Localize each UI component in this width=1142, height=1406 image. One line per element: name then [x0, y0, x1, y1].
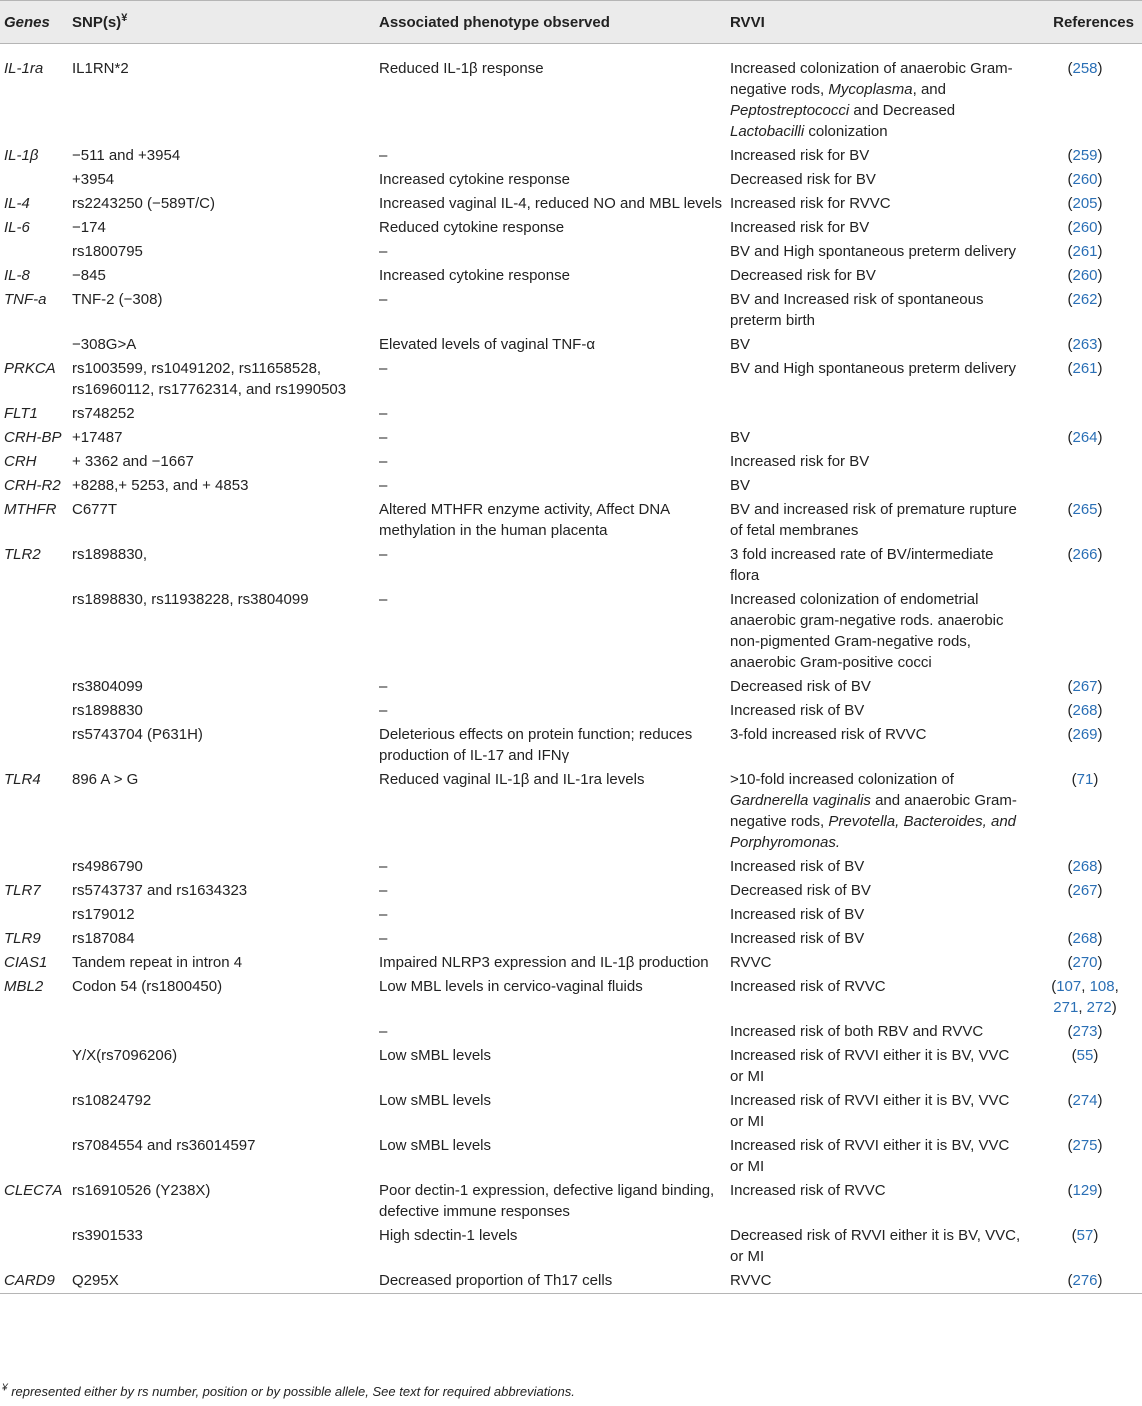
snp-cell: rs1003599, rs10491202, rs11658528, rs16960112, rs17762314, and rs1990503	[72, 360, 347, 398]
gene-cell: CRH-R2	[4, 477, 61, 494]
table-row	[0, 951, 1142, 975]
gene-cell	[0, 1044, 68, 1089]
gene-cell	[0, 1224, 68, 1269]
table-row	[0, 975, 1142, 1020]
table-row	[0, 675, 1142, 699]
rvvi-cell: Increased risk for RVVC	[730, 195, 891, 212]
snp-cell: 896 A > G	[72, 771, 139, 788]
header-snps	[68, 1, 375, 44]
table-row	[0, 498, 1142, 543]
header-snps-label: SNP(s)	[72, 13, 122, 31]
snp-cell: rs1800795	[72, 243, 143, 260]
gene-cell: FLT1	[4, 405, 38, 422]
table-row	[0, 879, 1142, 903]
table-row	[0, 903, 1142, 927]
phenotype-cell: Low MBL levels in cervico-vaginal fluids	[379, 978, 643, 995]
rvvi-cell: Increased risk of BV	[730, 858, 865, 875]
gene-cell: IL-8	[4, 267, 30, 284]
table-row	[0, 1224, 1142, 1269]
reference-link[interactable]: 262	[1072, 291, 1098, 308]
phenotype-cell: –	[379, 930, 388, 947]
reference-link[interactable]: 261	[1072, 360, 1098, 377]
rvvi-cell: BV	[730, 336, 751, 353]
references-cell: (273)	[1067, 1023, 1103, 1040]
snp-cell: rs7084554 and rs36014597	[72, 1137, 256, 1154]
references-cell: (260)	[1067, 267, 1103, 284]
table-row	[0, 1179, 1142, 1224]
rvvi-cell: Increased risk for BV	[730, 453, 870, 470]
table-row	[0, 333, 1142, 357]
reference-link[interactable]: 269	[1072, 726, 1098, 743]
references-cell: (263)	[1067, 336, 1103, 353]
phenotype-cell: –	[379, 291, 388, 308]
snp-cell: rs1898830,	[72, 546, 148, 563]
snp-cell: −845	[72, 267, 106, 284]
gene-cell	[0, 1020, 68, 1044]
phenotype-cell: Altered MTHFR enzyme activity, Affect DNA methylation in the human placenta	[379, 501, 670, 539]
reference-link[interactable]: 267	[1072, 882, 1098, 899]
rvvi-cell: Increased risk of BV	[730, 906, 865, 923]
snp-cell: Q295X	[72, 1272, 119, 1289]
references-cell: (268)	[1067, 858, 1103, 875]
rvvi-cell: Increased risk of RVVI either it is BV, VVC or MI	[730, 1137, 1010, 1175]
snp-cell: Y/X(rs7096206)	[72, 1047, 178, 1064]
reference-link[interactable]: 107	[1056, 978, 1082, 995]
phenotype-cell: –	[379, 243, 388, 260]
snp-cell: rs1898830, rs11938228, rs3804099	[72, 591, 309, 608]
rvvi-text-segment: Lactobacilli	[730, 123, 805, 140]
phenotype-cell: Reduced cytokine response	[379, 219, 565, 236]
rvvi-cell: BV and High spontaneous preterm delivery	[730, 243, 1016, 260]
gene-cell: IL-1β	[4, 147, 39, 164]
snp-cell: rs3901533	[72, 1227, 143, 1244]
references-cell: (107, 108, 271, 272)	[1051, 978, 1119, 1016]
rvvi-cell: Increased risk for BV	[730, 147, 870, 164]
reference-link[interactable]: 270	[1072, 954, 1098, 971]
gene-cell: CLEC7A	[4, 1182, 63, 1199]
gene-cell: IL-4	[4, 195, 30, 212]
phenotype-cell: –	[379, 453, 388, 470]
references-cell: (71)	[1071, 771, 1099, 788]
phenotype-cell: Decreased proportion of Th17 cells	[379, 1272, 613, 1289]
snp-cell: Codon 54 (rs1800450)	[72, 978, 223, 995]
references-cell: (260)	[1067, 219, 1103, 236]
table-row	[0, 768, 1142, 855]
references-cell: (262)	[1067, 291, 1103, 308]
references-cell: (275)	[1067, 1137, 1103, 1154]
gene-cell: CRH	[4, 453, 37, 470]
table-row	[0, 288, 1142, 333]
table-body	[0, 44, 1142, 1294]
gene-cell	[0, 588, 68, 675]
phenotype-cell: High sdectin-1 levels	[379, 1227, 518, 1244]
references-cell: (265)	[1067, 501, 1103, 518]
phenotype-cell: –	[379, 477, 388, 494]
references-cell	[1028, 588, 1142, 675]
table-row	[0, 588, 1142, 675]
references-cell: (258)	[1067, 60, 1103, 77]
rvvi-cell: 3 fold increased rate of BV/intermediate flora	[730, 546, 994, 584]
phenotype-cell: Impaired NLRP3 expression and IL-1β production	[379, 954, 709, 971]
references-cell: (261)	[1067, 243, 1103, 260]
rvvi-text-segment: Gardnerella vaginalis	[730, 792, 871, 809]
table-footnote	[2, 1384, 575, 1399]
references-cell: (268)	[1067, 702, 1103, 719]
gene-cell: TNF-a	[4, 291, 47, 308]
gene-cell: CARD9	[4, 1272, 55, 1289]
table-row	[0, 1089, 1142, 1134]
table-row	[0, 426, 1142, 450]
reference-link[interactable]: 259	[1072, 147, 1098, 164]
reference-link[interactable]: 266	[1072, 546, 1098, 563]
snp-cell: rs3804099	[72, 678, 143, 695]
snp-cell: rs187084	[72, 930, 135, 947]
header-phenotype: Associated phenotype observed	[375, 1, 726, 44]
references-cell	[1028, 474, 1142, 498]
snp-cell: rs748252	[72, 405, 135, 422]
rvvi-cell: 3-fold increased risk of RVVC	[730, 726, 927, 743]
table-row	[0, 450, 1142, 474]
references-cell: (261)	[1067, 360, 1103, 377]
rvvi-cell: BV and High spontaneous preterm delivery	[730, 360, 1016, 377]
rvvi-cell: Increased risk of RVVC	[730, 978, 886, 995]
rvvi-cell: Increased colonization of endometrial anaerobic gram-negative rods. anaerobic non-pigmented Gram-negative rods, anaerobic Gram-positive cocci	[730, 591, 1004, 671]
snp-cell: rs4986790	[72, 858, 143, 875]
header-references: References	[1028, 1, 1142, 44]
phenotype-cell: Poor dectin-1 expression, defective ligand binding, defective immune responses	[379, 1182, 715, 1220]
phenotype-cell: Elevated levels of vaginal TNF-α	[379, 336, 595, 353]
reference-link[interactable]: 261	[1072, 243, 1098, 260]
reference-link[interactable]: 260	[1072, 267, 1098, 284]
reference-link[interactable]: 272	[1086, 999, 1112, 1016]
phenotype-cell: Low sMBL levels	[379, 1137, 491, 1154]
rvvi-text-segment: and anaerobic Gram-negative rods,	[730, 792, 1017, 830]
references-cell: (129)	[1067, 1182, 1103, 1199]
gene-cell: IL-6	[4, 219, 30, 236]
gene-cell: TLR4	[4, 771, 41, 788]
reference-link[interactable]: 271	[1053, 999, 1079, 1016]
rvvi-cell: Decreased risk of RVVI either it is BV, VVC, or MI	[730, 1227, 1021, 1265]
references-cell	[1028, 402, 1142, 426]
snp-cell: rs1898830	[72, 702, 143, 719]
reference-link[interactable]: 57	[1076, 1227, 1094, 1244]
references-cell: (264)	[1067, 429, 1103, 446]
phenotype-cell: –	[379, 360, 388, 377]
references-cell	[1028, 903, 1142, 927]
phenotype-cell: –	[379, 858, 388, 875]
phenotype-cell: –	[379, 546, 388, 563]
references-cell: (268)	[1067, 930, 1103, 947]
rvvi-cell: Increased risk of RVVC	[730, 1182, 886, 1199]
reference-link[interactable]: 258	[1072, 60, 1098, 77]
phenotype-cell: –	[379, 147, 388, 164]
table-row	[0, 1020, 1142, 1044]
rvvi-text-segment: >10-fold increased colonization of	[730, 771, 954, 788]
rvvi-text-segment: Prevotella, Bacteroides, and Porphyromonas.	[730, 813, 1017, 851]
snp-cell: + 3362 and −1667	[72, 453, 194, 470]
snp-cell: IL1RN*2	[72, 60, 129, 77]
reference-link[interactable]: 273	[1072, 1023, 1098, 1040]
table-row	[0, 855, 1142, 879]
phenotype-cell: –	[379, 906, 388, 923]
references-cell: (274)	[1067, 1092, 1103, 1109]
reference-link[interactable]: 108	[1089, 978, 1115, 995]
gene-cell: TLR9	[4, 930, 41, 947]
gene-cell: TLR2	[4, 546, 41, 563]
table-header-row	[0, 1, 1142, 44]
snp-cell: rs2243250 (−589T/C)	[72, 195, 215, 212]
rvvi-cell: Increased risk of both RBV and RVVC	[730, 1023, 984, 1040]
references-cell: (55)	[1071, 1047, 1099, 1064]
phenotype-cell: Increased cytokine response	[379, 267, 570, 284]
table-row	[0, 1134, 1142, 1179]
gene-cell: MBL2	[4, 978, 44, 995]
reference-link[interactable]: 275	[1072, 1137, 1098, 1154]
reference-link[interactable]: 260	[1072, 219, 1098, 236]
rvvi-cell: BV	[730, 429, 751, 446]
references-cell: (266)	[1067, 546, 1103, 563]
table-row	[0, 1269, 1142, 1294]
phenotype-cell: Low sMBL levels	[379, 1047, 491, 1064]
rvvi-cell: BV and Increased risk of spontaneous preterm birth	[730, 291, 984, 329]
table-row	[0, 144, 1142, 168]
table-row	[0, 474, 1142, 498]
rvvi-text-segment: , and	[912, 81, 946, 98]
phenotype-cell: –	[379, 678, 388, 695]
snp-cell: Tandem repeat in intron 4	[72, 954, 243, 971]
phenotype-cell: –	[379, 429, 388, 446]
phenotype-cell: Reduced vaginal IL-1β and IL-1ra levels	[379, 771, 645, 788]
rvvi-cell: Increased risk of BV	[730, 702, 865, 719]
header-rvvi: RVVI	[726, 1, 1028, 44]
snp-cell: +17487	[72, 429, 123, 446]
references-cell	[1028, 450, 1142, 474]
reference-link[interactable]: 129	[1072, 1182, 1098, 1199]
table-row	[0, 402, 1142, 426]
phenotype-cell: Low sMBL levels	[379, 1092, 491, 1109]
snp-cell: −511 and +3954	[72, 147, 181, 164]
gene-cell: IL-1ra	[4, 60, 44, 77]
rvvi-cell: Increased risk of BV	[730, 930, 865, 947]
gene-cell	[0, 855, 68, 879]
phenotype-cell: –	[379, 591, 388, 608]
rvvi-cell: Decreased risk for BV	[730, 171, 876, 188]
snp-cell	[68, 1020, 375, 1044]
table-row	[0, 699, 1142, 723]
gene-cell	[0, 333, 68, 357]
rvvi-text-segment: colonization	[804, 123, 888, 140]
table-row	[0, 264, 1142, 288]
gene-cell	[0, 1089, 68, 1134]
gene-cell: CRH-BP	[4, 429, 62, 446]
references-cell: (269)	[1067, 726, 1103, 743]
gene-cell	[0, 240, 68, 264]
rvvi-cell: RVVC	[730, 954, 772, 971]
gene-cell	[0, 723, 68, 768]
rvvi-cell: BV	[730, 477, 751, 494]
phenotype-cell: –	[379, 702, 388, 719]
snp-cell: rs16910526 (Y238X)	[72, 1182, 211, 1199]
snp-cell: −308G>A	[72, 336, 137, 353]
phenotype-cell: –	[379, 882, 388, 899]
header-genes: Genes	[0, 1, 68, 44]
table-row	[0, 240, 1142, 264]
gene-cell: CIAS1	[4, 954, 48, 971]
reference-link[interactable]: 265	[1072, 501, 1098, 518]
rvvi-cell	[726, 44, 1028, 144]
reference-link[interactable]: 268	[1072, 858, 1098, 875]
phenotype-cell: –	[379, 1023, 388, 1040]
rvvi-cell: Decreased risk of BV	[730, 882, 871, 899]
gene-cell: PRKCA	[4, 360, 56, 377]
reference-link[interactable]: 268	[1072, 930, 1098, 947]
snp-cell: rs10824792	[72, 1092, 152, 1109]
snp-cell: +8288,+ 5253, and + 4853	[72, 477, 249, 494]
reference-link[interactable]: 205	[1072, 195, 1098, 212]
phenotype-cell: Reduced IL-1β response	[379, 60, 544, 77]
rvvi-cell: Increased risk of RVVI either it is BV, VVC or MI	[730, 1047, 1010, 1085]
references-cell: (270)	[1067, 954, 1103, 971]
table-row	[0, 44, 1142, 144]
footnote-mark: ¥	[2, 1382, 8, 1394]
header-snps-mark: ¥	[121, 11, 128, 24]
gene-cell	[0, 675, 68, 699]
references-cell: (267)	[1067, 678, 1103, 695]
phenotype-cell: Increased cytokine response	[379, 171, 570, 188]
rvvi-text-segment: Peptostreptococci	[730, 102, 850, 119]
rvvi-cell: RVVC	[730, 1272, 772, 1289]
snp-cell: −174	[72, 219, 106, 236]
rvvi-text-segment: Increased colonization of anaerobic Gram-negative rods,	[730, 60, 1013, 98]
reference-link[interactable]: 276	[1072, 1272, 1098, 1289]
reference-link[interactable]: 260	[1072, 171, 1098, 188]
gene-cell	[0, 1134, 68, 1179]
references-cell: (276)	[1067, 1272, 1103, 1289]
table-row	[0, 216, 1142, 240]
table-row	[0, 192, 1142, 216]
gene-cell: MTHFR	[4, 501, 57, 518]
snp-cell: rs179012	[72, 906, 135, 923]
reference-link[interactable]: 264	[1072, 429, 1098, 446]
references-cell: (205)	[1067, 195, 1103, 212]
references-cell: (267)	[1067, 882, 1103, 899]
rvvi-cell: Decreased risk for BV	[730, 267, 876, 284]
snp-cell: rs5743737 and rs1634323	[72, 882, 248, 899]
rvvi-cell	[726, 768, 1028, 855]
phenotype-cell: –	[379, 405, 388, 422]
snp-cell: TNF-2 (−308)	[72, 291, 163, 308]
snp-cell: rs5743704 (P631H)	[72, 726, 203, 743]
table-row	[0, 1044, 1142, 1089]
reference-link[interactable]: 267	[1072, 678, 1098, 695]
rvvi-cell: Increased risk for BV	[730, 219, 870, 236]
rvvi-text-segment: Mycoplasma	[828, 81, 913, 98]
phenotype-cell: Increased vaginal IL-4, reduced NO and MBL levels	[379, 195, 722, 212]
reference-link[interactable]: 274	[1072, 1092, 1098, 1109]
table-row	[0, 168, 1142, 192]
gene-cell	[0, 903, 68, 927]
footnote-text: represented either by rs number, position or by possible allele, See text for required abbreviations.	[11, 1384, 575, 1399]
reference-link[interactable]: 263	[1072, 336, 1098, 353]
references-cell: (260)	[1067, 171, 1103, 188]
rvvi-cell: Decreased risk of BV	[730, 678, 871, 695]
table-row	[0, 543, 1142, 588]
table-row	[0, 723, 1142, 768]
reference-link[interactable]: 71	[1076, 771, 1094, 788]
table-row	[0, 357, 1142, 402]
references-cell: (259)	[1067, 147, 1103, 164]
gene-cell	[0, 699, 68, 723]
table-row	[0, 927, 1142, 951]
reference-link[interactable]: 55	[1076, 1047, 1094, 1064]
rvvi-cell: BV and increased risk of premature rupture of fetal membranes	[730, 501, 1017, 539]
reference-link[interactable]: 268	[1072, 702, 1098, 719]
phenotype-cell: Deleterious effects on protein function; reduces production of IL-17 and IFNγ	[379, 726, 693, 764]
references-cell: (57)	[1071, 1227, 1099, 1244]
rvvi-text-segment: and Decreased	[849, 102, 956, 119]
snp-cell: +3954	[72, 171, 115, 188]
gene-cell	[0, 168, 68, 192]
rvvi-cell	[726, 402, 1028, 426]
gene-cell: TLR7	[4, 882, 41, 899]
rvvi-cell: Increased risk of RVVI either it is BV, VVC or MI	[730, 1092, 1010, 1130]
snp-cell: C677T	[72, 501, 118, 518]
